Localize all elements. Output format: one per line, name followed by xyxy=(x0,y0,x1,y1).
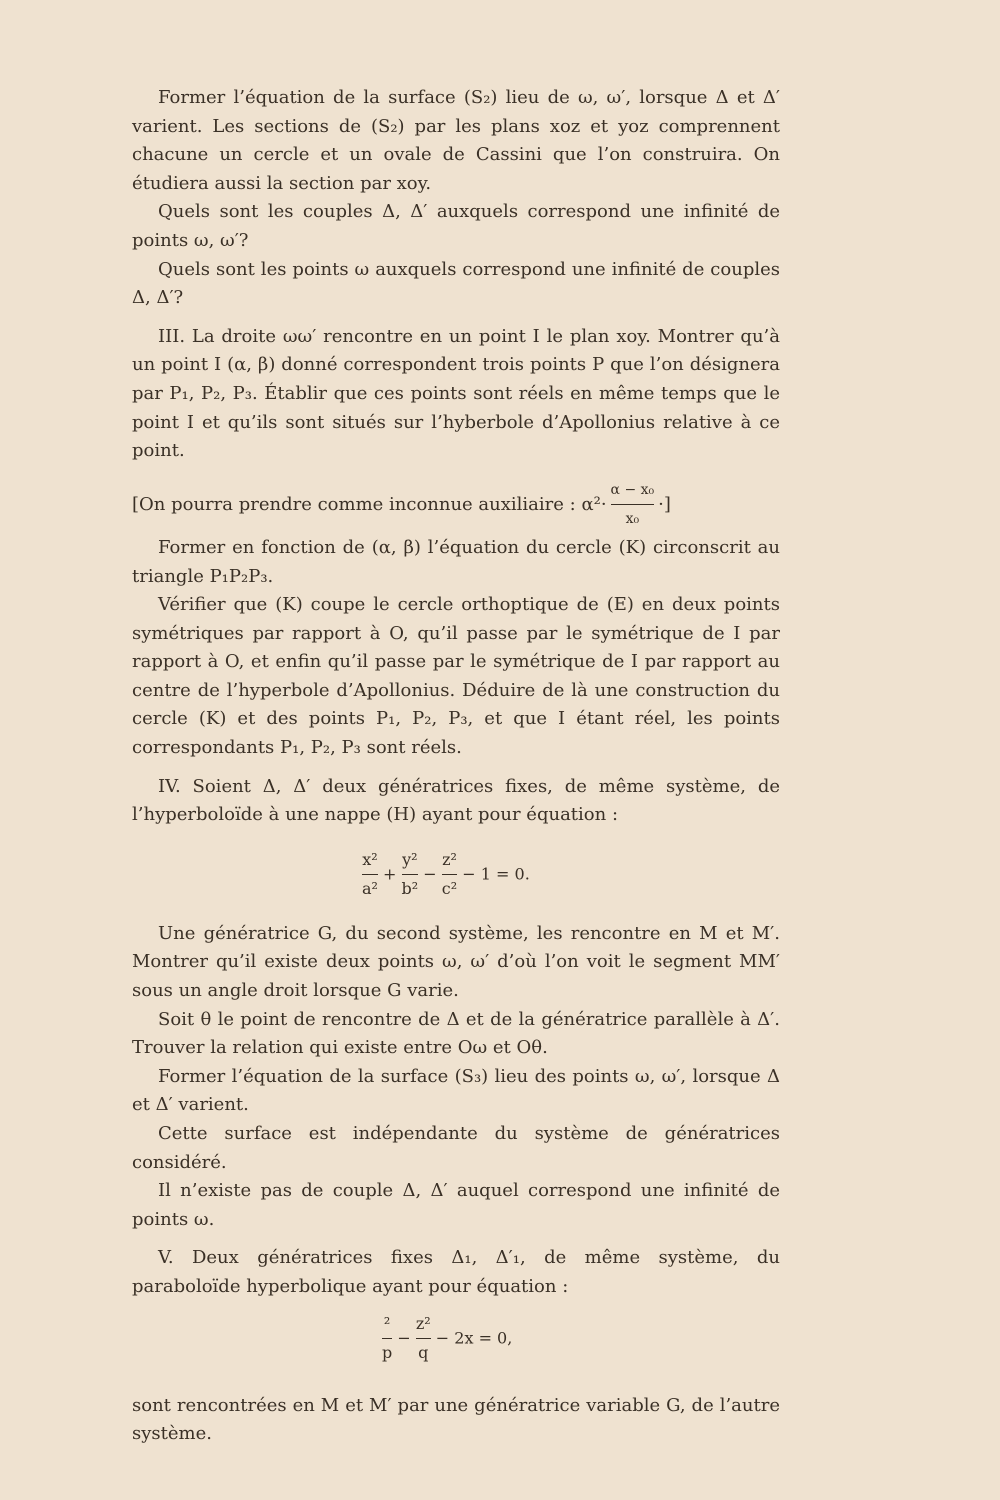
aux-numerator: α − x₀ xyxy=(610,481,655,498)
eq-operator: + xyxy=(383,864,397,884)
eq-tail: − 2x = 0, xyxy=(435,1328,513,1348)
eq-term: y² xyxy=(402,849,418,869)
eq-term: ² xyxy=(383,1313,391,1333)
aux-prefix: [On pourra prendre comme inconnue auxiliaire : xyxy=(132,493,576,515)
paragraph: Former en fonction de (α, β) l’équation du cercle (K) circonscrit au triangle P₁P₂P₃. xyxy=(132,536,780,587)
page-text xyxy=(132,84,780,1449)
eq-term: p xyxy=(382,1343,393,1363)
aux-fraction xyxy=(611,476,655,534)
paragraph: Quels sont les couples Δ, Δ′ auxquels correspond une infinité de points ω, ω′? xyxy=(132,201,780,251)
section-v: V. Deux génératrices fixes Δ₁, Δ′₁, de même système, du paraboloïde hyperbolique ayant pour équation : xyxy=(132,1247,780,1297)
aux-lhs: α²· xyxy=(581,493,607,515)
section-iv: IV. Soient Δ, Δ′ deux génératrices fixes, de même système, de l’hyperboloïde à une nappe (H) ayant pour équation : xyxy=(132,775,780,826)
eq-operator: − xyxy=(397,1328,411,1348)
paragraph: Il n’existe pas de couple Δ, Δ′ auquel correspond une infinité de points ω. xyxy=(132,1180,780,1230)
eq-term: z² xyxy=(415,1313,431,1333)
eq-term: x² xyxy=(362,849,378,869)
eq-term: a² xyxy=(362,879,378,899)
eq-term: q xyxy=(418,1343,429,1363)
paragraph: Une génératrice G, du second système, les rencontre en M et M′. Montrer qu’il existe deux points ω, ω′ d’où l’on voit le segment MM′ sous un angle droit lorsque G varie. xyxy=(132,922,780,1002)
paragraph: Cette surface est indépendante du système de génératrices considéré. xyxy=(132,1123,780,1173)
auxiliary-note xyxy=(132,476,780,534)
eq-term: b² xyxy=(401,879,419,899)
eq-tail: − 1 = 0. xyxy=(462,864,530,884)
eq-term: z² xyxy=(442,849,457,869)
paragraph: Former l’équation de la surface (S₂) lieu de ω, ω′, lorsque Δ et Δ′ varient. Les sections de (S₂) par les plans xoz et yoz comprennent chacune un cercle et un ovale de Cassini que l’on construira. On étudiera aussi la section par xoy. xyxy=(132,87,780,194)
eq-term: c² xyxy=(441,879,458,899)
paragraph: Vérifier que (K) coupe le cercle orthoptique de (E) en deux points symétriques par rapport à O, qu’il passe par le symétrique de I par rapport à O, et enfin qu’il passe par le symétrique de I par rapport au centre de l’hyperbole d’Apollonius. Déduire de là une construction du cercle (K) et des points P₁, P₂, P₃, et que I étant réel, les points correspondants P₁, P₂, P₃ sont réels. xyxy=(132,594,780,759)
aux-denominator: x₀ xyxy=(625,511,640,528)
section-iii: III. La droite ωω′ rencontre en un point I le plan xoy. Montrer qu’à un point I (α, β) donné correspondent trois points P que l’on désignera par P₁, P₂, P₃. Établir que ces points sont réels en même temps que le point I et qu’ils sont situés sur l’hyberbole d’Apollonius relative à ce point. xyxy=(132,325,780,462)
eq-operator: − xyxy=(423,864,437,884)
paragraph: Quels sont les points ω auxquels correspond une infinité de couples Δ, Δ′? xyxy=(132,258,780,309)
hyperboloid-equation xyxy=(132,830,780,920)
paragraph: Former l’équation de la surface (S₃) lieu des points ω, ω′, lorsque Δ et Δ′ varient. xyxy=(132,1065,780,1116)
aux-suffix: ·] xyxy=(658,493,671,515)
paragraph: Soit θ le point de rencontre de Δ et de la génératrice parallèle à Δ′. Trouver la relation qui existe entre Oω et Oθ. xyxy=(132,1008,780,1059)
paraboloid-equation xyxy=(132,1302,780,1392)
paragraph: sont rencontrées en M et M′ par une génératrice variable G, de l’autre système. xyxy=(132,1394,780,1445)
